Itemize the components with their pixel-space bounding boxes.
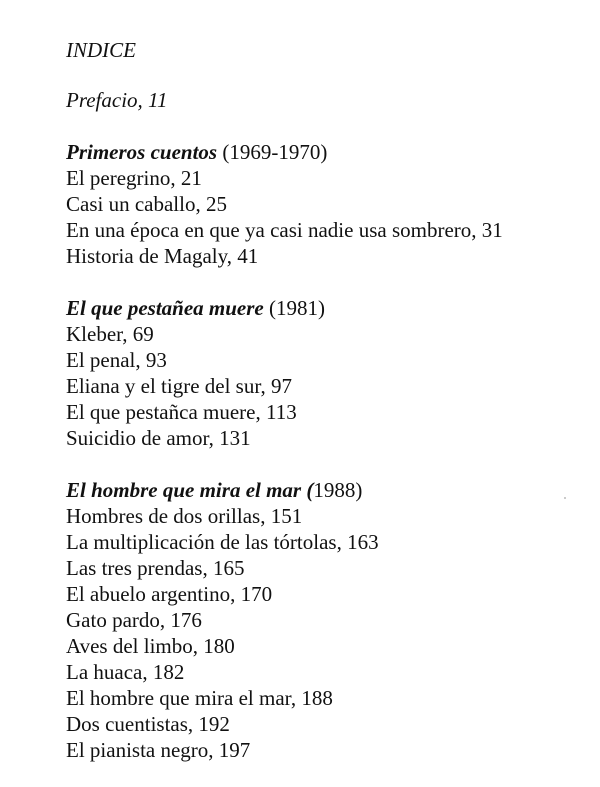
story-entry: Aves del limbo, 180 (66, 634, 235, 658)
story-entry: El peregrino, 21 (66, 166, 202, 190)
book-title: El que pestañea muere (66, 296, 264, 320)
story-entry: Hombres de dos orillas, 151 (66, 504, 303, 528)
section-heading (66, 139, 586, 165)
book-title: Primeros cuentos (66, 140, 218, 164)
book-years: (1969-1970) (217, 140, 328, 164)
story-entry: El abuelo argentino, 170 (66, 582, 273, 606)
story-entry: El pianista negro, 197 (66, 738, 251, 762)
story-entry: Eliana y el tigre del sur, 97 (66, 374, 293, 398)
story-entry: Historia de Magaly, 41 (66, 244, 259, 268)
story-entry: Suicidio de amor, 131 (66, 426, 251, 450)
story-entry: Kleber, 69 (66, 322, 154, 346)
preface-entry: Prefacio, 11 (66, 88, 168, 112)
story-entry: En una época en que ya casi nadie usa sombrero, 31 (66, 218, 503, 242)
story-entry: El hombre que mira el mar, 188 (66, 686, 333, 710)
section-el-que-pestanea-muere (66, 295, 586, 451)
story-entry: Las tres prendas, 165 (66, 556, 245, 580)
book-years: 1988) (313, 478, 363, 502)
story-entry: La multiplicación de las tórtolas, 163 (66, 530, 379, 554)
story-entry: La huaca, 182 (66, 660, 185, 684)
section-primeros-cuentos (66, 139, 586, 269)
section-heading (66, 477, 586, 503)
story-entry: Gato pardo, 176 (66, 608, 202, 632)
table-of-contents (66, 37, 586, 763)
story-entry: El que pestañca muere, 113 (66, 400, 297, 424)
section-heading (66, 295, 586, 321)
section-el-hombre-que-mira-el-mar (66, 477, 586, 763)
book-title: El hombre que mira el mar ( (66, 478, 314, 502)
story-entry: Casi un caballo, 25 (66, 192, 227, 216)
story-entry: Dos cuentistas, 192 (66, 712, 230, 736)
story-entry: El penal, 93 (66, 348, 167, 372)
index-title: INDICE (66, 38, 136, 62)
book-years: (1981) (263, 296, 325, 320)
scan-speck (564, 497, 566, 499)
